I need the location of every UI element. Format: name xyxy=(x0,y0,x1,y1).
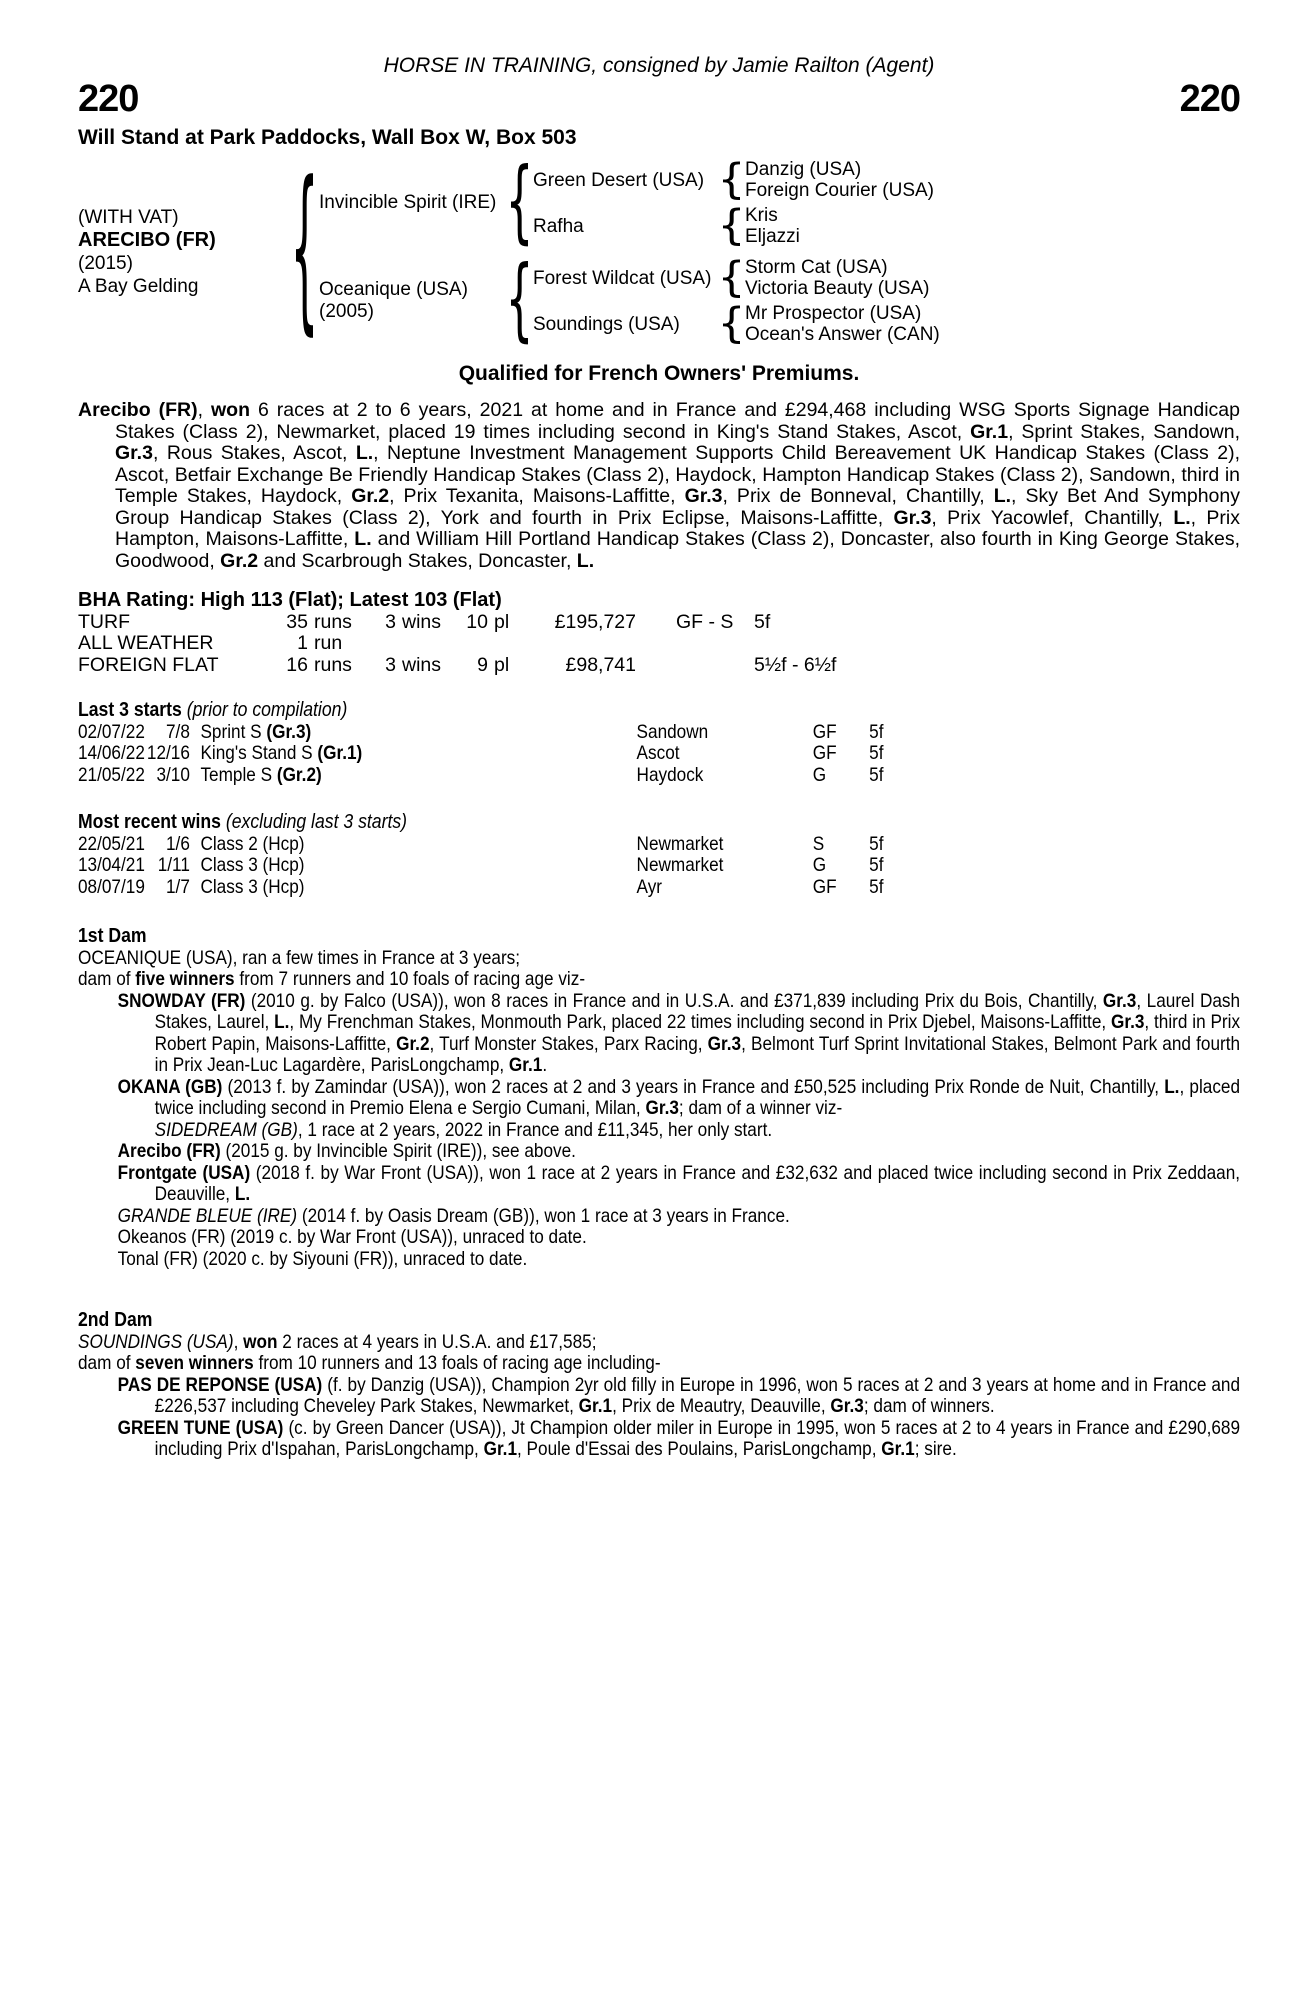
win-row xyxy=(78,834,1240,856)
progeny-entry: OKANA (GB) (2013 f. by Zamindar (USA)), won 2 races at 2 and 3 years in France and £50,525 including Prix Ronde de Nuit, Chantilly, L., placed twice including second in Premio Elena e Sergio Cumani, Milan, Gr.3; dam of a winner viz- xyxy=(117,1075,1241,1119)
dam-sire-name: Forest Wildcat (USA) xyxy=(533,267,712,289)
win-row xyxy=(78,877,1240,899)
course: Newmarket xyxy=(636,854,724,876)
progeny-entry: SIDEDREAM (GB), 1 race at 2 years, 2022 in France and £11,345, her only start. xyxy=(154,1118,773,1141)
ancestor-name: Foreign Courier (USA) xyxy=(745,180,934,201)
race-record-paragraph: Arecibo (FR), won 6 races at 2 to 6 years, 2021 at home and in France and £294,468 including WSG Sports Signage Handicap Stakes (Class 2), Newmarket, placed 19 times including second in King's Stand Stakes, Ascot, Gr.1, Sprint Stakes, Sandown, Gr.3, Rous Stakes, Ascot, L., Neptune Investment Management Supports Child Bereavement UK Handicap Stakes (Class 2), Ascot, Betfair Exchange Be Friendly Handicap Stakes (Class 2), Haydock, Hampton Handicap Stakes (Class 2), Sandown, third in Temple Stakes, Haydock, Gr.2, Prix Texanita, Maisons-Laffitte, Gr.3, Prix de Bonneval, Chantilly, L., Sky Bet And Symphony Group Handicap Stakes (Class 2), York and fourth in Prix Eclipse, Maisons-Laffitte, Gr.3, Prix Yacowlef, Chantilly, L., Prix Hampton, Maisons-Laffitte, L. and William Hill Portland Handicap Stakes (Class 2), Doncaster, also fourth in King George Stakes, Goodwood, Gr.2 and Scarbrough Stakes, Doncaster, L. xyxy=(78,399,1241,572)
pedigree-generations xyxy=(313,149,940,353)
runs-count: 16 xyxy=(286,653,308,676)
race-date: 21/05/22 xyxy=(78,763,145,786)
progeny-entry: GREEN TUNE (USA) (c. by Green Dancer (USA)), Jt Champion older miler in Europe in 1995, won 5 races at 2 to 4 years in France and £290,689 including Prix d'Ispahan, ParisLongchamp, Gr.1, Poule d'Essai des Poulains, ParisLongchamp, Gr.1; sire. xyxy=(117,1416,1241,1460)
dam-branch xyxy=(313,247,940,353)
race-name: Sprint S (Gr.3) xyxy=(200,720,312,743)
runs-unit: runs xyxy=(314,653,352,676)
going-range: GF - S xyxy=(676,610,734,633)
start-row xyxy=(78,743,1240,765)
dam-line: dam of seven winners from 10 runners and 13 foals of racing age including- xyxy=(78,1352,661,1374)
distance: 5f xyxy=(869,875,884,898)
foaling-year: (2015) xyxy=(78,253,133,274)
sire-branch xyxy=(313,149,940,255)
sire-name: Invincible Spirit (IRE) xyxy=(319,192,497,213)
ancestor-name: Kris xyxy=(745,205,778,226)
sire-dam-name: Rafha xyxy=(533,215,584,237)
race-name: Class 2 (Hcp) xyxy=(200,832,305,855)
progeny-entry: SNOWDAY (FR) (2010 g. by Falco (USA)), won 8 races in France and in U.S.A. and £371,839 including Prix du Bois, Chantilly, Gr.3, Laurel Dash Stakes, Laurel, L., My Frenchman Stakes, Monmouth Park, placed 22 times including second in Prix Djebel, Maisons-Laffitte, Gr.3, third in Prix Robert Papin, Maisons-Laffitte, Gr.2, Turf Monster Stakes, Parx Racing, Gr.3, Belmont Turf Sprint Invitational Stakes, Belmont Park and fourth in Prix Jean-Luc Lagardère, ParisLongchamp, Gr.1. xyxy=(117,989,1241,1076)
pedigree-subject xyxy=(78,206,296,298)
distance: 5f xyxy=(869,854,884,876)
dam-line: OCEANIQUE (USA), ran a few times in France at 3 years; xyxy=(78,946,521,969)
progeny-entry: PAS DE REPONSE (USA) (f. by Danzig (USA)), Champion 2yr old filly in Europe in 1996, won 5 races at 2 and 3 years at home and in France and £226,537 including Cheveley Park Stakes, Newmarket, Gr.1, Prix de Meautry, Deauville, Gr.3; dam of winners. xyxy=(117,1373,1241,1417)
race-name: King's Stand S (Gr.1) xyxy=(200,742,363,764)
stats-row-turf xyxy=(78,612,1240,634)
going: GF xyxy=(812,875,837,898)
pedigree-brace-icon: { xyxy=(717,299,746,348)
ancestor-name: Ocean's Answer (CAN) xyxy=(745,324,940,345)
section-title: Most recent wins xyxy=(78,811,221,833)
vat-note: (WITH VAT) xyxy=(78,207,179,228)
progeny-entry: Arecibo (FR) (2015 g. by Invincible Spirit (IRE)), see above. xyxy=(117,1140,576,1162)
going: S xyxy=(812,832,825,855)
first-dam-section xyxy=(78,926,1240,1270)
lot-number-right: 220 xyxy=(1179,78,1240,120)
earnings: £98,741 xyxy=(565,653,636,676)
sire-sire-name: Green Desert (USA) xyxy=(533,169,705,191)
places-unit: pl xyxy=(494,610,510,633)
pedigree-brace-icon: { xyxy=(290,146,319,354)
finish-position: 1/6 xyxy=(166,832,190,855)
race-date: 02/07/22 xyxy=(78,720,145,743)
horse-description: A Bay Gelding xyxy=(78,276,199,297)
ancestor-name: Victoria Beauty (USA) xyxy=(745,278,930,299)
distance: 5f xyxy=(869,763,884,786)
progeny-entry: GRANDE BLEUE (IRE) (2014 f. by Oasis Dream (GB)), won 1 race at 3 years in France. xyxy=(117,1204,790,1227)
dam-line: SOUNDINGS (USA), won 2 races at 4 years in U.S.A. and £17,585; xyxy=(78,1330,597,1353)
race-name: Temple S (Gr.2) xyxy=(200,763,322,786)
places-count: 9 xyxy=(477,653,488,676)
dam-year: (2005) xyxy=(319,301,374,322)
course: Ayr xyxy=(636,875,663,898)
section-subtitle: (prior to compilation) xyxy=(181,699,348,721)
distance: 5f xyxy=(869,742,884,764)
finish-position: 1/11 xyxy=(157,854,190,876)
sire-sire-branch xyxy=(528,155,934,204)
finish-position: 7/8 xyxy=(166,720,190,743)
going: GF xyxy=(812,742,837,764)
pedigree-table xyxy=(78,146,1240,354)
premiums-qualification-line: Qualified for French Owners' Premiums. xyxy=(458,362,860,385)
dam-sire-branch xyxy=(528,253,940,302)
pedigree-brace-icon: { xyxy=(717,155,746,204)
stats-row-foreign-flat xyxy=(78,655,1240,677)
bha-rating-section xyxy=(78,590,1240,676)
lot-number-row xyxy=(78,80,1240,118)
dam-line: dam of five winners from 7 runners and 10 foals of racing age viz- xyxy=(78,968,586,990)
race-name: Class 3 (Hcp) xyxy=(200,854,305,876)
distance: 5f xyxy=(869,832,884,855)
finish-position: 3/10 xyxy=(156,763,190,786)
race-name: Class 3 (Hcp) xyxy=(200,875,305,898)
earnings: £195,727 xyxy=(554,610,636,633)
course: Ascot xyxy=(636,742,680,764)
dam-dam-name: Soundings (USA) xyxy=(533,313,680,335)
start-row xyxy=(78,765,1240,787)
race-date: 22/05/21 xyxy=(78,832,145,855)
pedigree-brace-icon: { xyxy=(717,201,746,250)
course: Haydock xyxy=(636,763,704,786)
last-3-starts-section xyxy=(78,700,1240,786)
section-subtitle: (excluding last 3 starts) xyxy=(220,811,408,833)
runs-unit: runs xyxy=(314,610,352,633)
horse-name: ARECIBO (FR) xyxy=(78,229,216,251)
distance-range: 5f xyxy=(754,610,771,633)
progeny-entry: Frontgate (USA) (2018 f. by War Front (USA)), won 1 race at 2 years in France and £32,632 and placed twice including second in Prix Zeddaan, Deauville, L. xyxy=(117,1161,1241,1205)
dam-name: Oceanique (USA) xyxy=(319,279,468,300)
section-heading: 2nd Dam xyxy=(78,1309,153,1331)
start-row xyxy=(78,722,1240,744)
sire-dam-branch xyxy=(528,201,934,250)
progeny-entry: Okeanos (FR) (2019 c. by War Front (USA)), unraced to date. xyxy=(117,1226,587,1248)
course: Newmarket xyxy=(636,832,724,855)
win-row xyxy=(78,855,1240,877)
second-dam-section xyxy=(78,1310,1240,1461)
ancestor-name: Storm Cat (USA) xyxy=(745,257,888,278)
finish-position: 12/16 xyxy=(146,742,190,764)
runs-count: 1 xyxy=(297,632,308,654)
ancestor-name: Danzig (USA) xyxy=(745,159,862,180)
ancestor-name: Mr Prospector (USA) xyxy=(745,303,922,324)
most-recent-wins-section xyxy=(78,812,1240,898)
finish-position: 1/7 xyxy=(166,875,190,898)
section-heading: 1st Dam xyxy=(78,925,147,947)
wins-unit: wins xyxy=(402,653,442,676)
progeny-entry: Tonal (FR) (2020 c. by Siyouni (FR)), unraced to date. xyxy=(117,1247,528,1270)
pedigree-brace-icon: { xyxy=(717,253,746,302)
consignment-header: HORSE IN TRAINING, consigned by Jamie Railton (Agent) xyxy=(383,54,935,77)
runs-unit: run xyxy=(314,632,343,654)
going: G xyxy=(812,854,827,876)
going: G xyxy=(812,763,827,786)
places-count: 10 xyxy=(466,610,488,633)
stats-row-all-weather xyxy=(78,633,1240,655)
surface-label: TURF xyxy=(78,610,130,633)
surface-label: ALL WEATHER xyxy=(78,632,214,654)
lot-number-left: 220 xyxy=(78,78,139,120)
race-date: 08/07/19 xyxy=(78,875,145,898)
wins-count: 3 xyxy=(385,653,396,676)
race-date: 13/04/21 xyxy=(78,854,145,876)
distance-range: 5½f - 6½f xyxy=(754,653,837,676)
bha-rating-title: BHA Rating: High 113 (Flat); Latest 103 (Flat) xyxy=(78,589,502,611)
wins-count: 3 xyxy=(385,610,396,633)
distance: 5f xyxy=(869,720,884,743)
wins-unit: wins xyxy=(402,610,442,633)
pedigree-brace-icon: { xyxy=(505,149,534,255)
race-date: 14/06/22 xyxy=(78,742,145,764)
places-unit: pl xyxy=(494,653,510,676)
going: GF xyxy=(812,720,837,743)
runs-count: 35 xyxy=(286,610,308,633)
stand-location-line: Will Stand at Park Paddocks, Wall Box W, Box 503 xyxy=(78,126,577,149)
ancestor-name: Eljazzi xyxy=(745,226,800,247)
dam-dam-branch xyxy=(528,299,940,348)
surface-label: FOREIGN FLAT xyxy=(78,653,219,676)
section-title: Last 3 starts xyxy=(78,699,182,721)
course: Sandown xyxy=(636,720,709,743)
pedigree-brace-icon: { xyxy=(505,247,534,353)
